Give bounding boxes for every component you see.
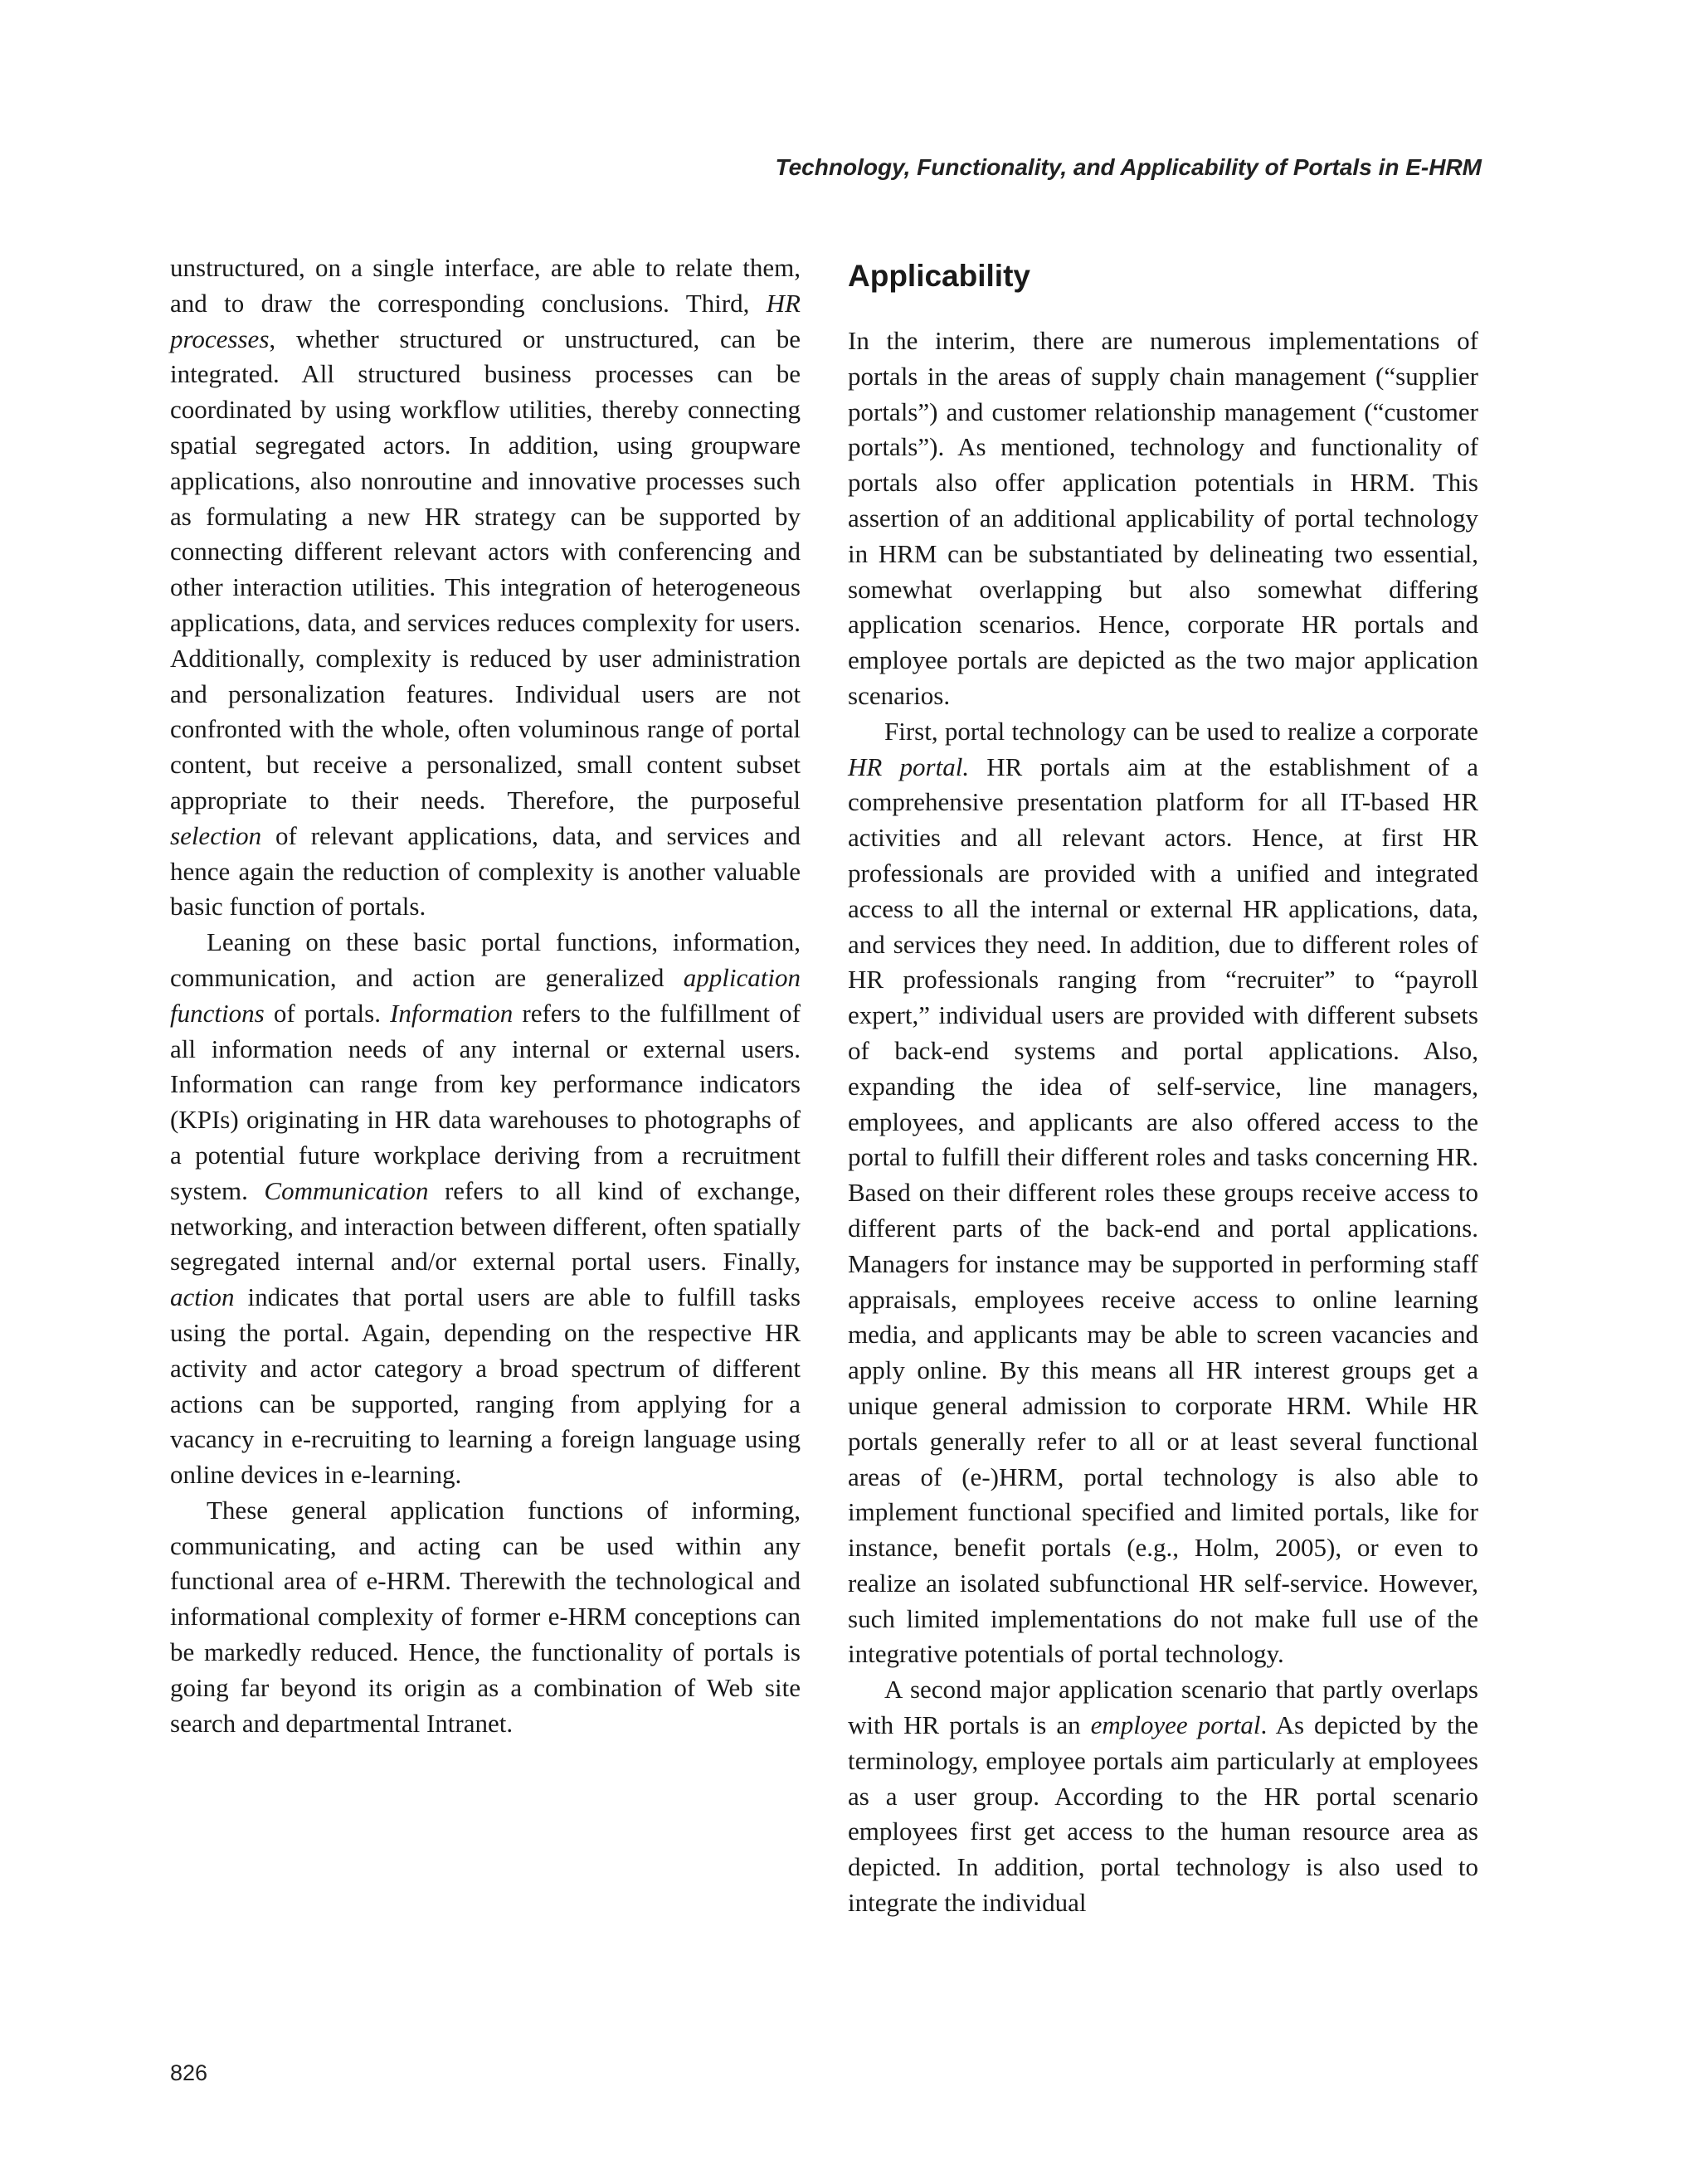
emphasis-hr-processes: HR processes — [170, 288, 801, 353]
section-heading-applicability: Applicability — [848, 259, 1030, 293]
emphasis-employee-portal: employee portal — [1090, 1710, 1261, 1740]
emphasis-communication: Communication — [264, 1175, 429, 1205]
right-paragraph-3: A second major application scenario that partly overlaps with HR portals is an employee portal. As depicted by the terminology, employee portals aim particularly at employees as a user group. According to the HR portal scenario employees first get access to the human resource area as depicted. In addition, portal technology is also used to integrate the individual — [848, 1675, 1478, 1918]
emphasis-information: Information — [390, 998, 514, 1028]
running-head: Technology, Functionality, and Applicability of Portals in E-HRM — [775, 154, 1482, 180]
emphasis-application-functions: application functions — [170, 962, 801, 1028]
emphasis-selection: selection — [170, 820, 262, 850]
left-paragraph-3: These general application functions of informing, communicating, and acting can be used within any functional area of e-HRM. Therewith the technological and informational complexity of former e-HRM conceptions can be markedly reduced. Hence, the functionality of portals is going far beyond its origin as a combination of Web site search and departmental Intranet. — [170, 1495, 801, 1738]
emphasis-hr-portal: HR portal. — [848, 752, 970, 781]
left-paragraph-1: unstructured, on a single interface, are able to relate them, and to draw the corresponding conclusions. Third, HR processes, whether structured or unstructured, can be integrated. All structured business processes can be coordinated by using workflow utilities, thereby connecting spatial segregated actors. In addition, using groupware applications, also nonroutine and innovative processes such as formulating a new HR strategy can be supported by connecting different relevant actors with conferencing and other interaction utilities. This integration of heterogeneous applications, data, and services reduces complexity for users. Additionally, complexity is reduced by user administration and personalization features. Individual users are not confronted with the whole, often voluminous range of portal content, but receive a personalized, small content subset appropriate to their needs. Therefore, the purposeful selection of relevant applications, data, and services and hence again the reduction of complexity is another valuable basic function of portals. — [170, 253, 801, 922]
right-column — [848, 251, 1478, 1921]
emphasis-action: action — [170, 1282, 235, 1312]
left-paragraph-2: Leaning on these basic portal functions, information, communication, and action are generalized application functions of portals. Information refers to the fulfillment of all information needs of any internal or external users. Information can range from key performance indicators (KPIs) originating in HR data warehouses to photographs of a potential future workplace deriving from a recruitment system. Communication refers to all kind of exchange, networking, and interaction between different, often spatially segregated internal and/or external portal users. Finally, action indicates that portal users are able to fulfill tasks using the portal. Again, depending on the respective HR activity and actor category a broad spectrum of different actions can be supported, ranging from applying for a vacancy in e-recruiting to learning a foreign language using online devices in e-learning. — [170, 927, 801, 1490]
page-number: 826 — [170, 2060, 208, 2085]
right-paragraph-1: In the interim, there are numerous implementations of portals in the areas of supply chain management (“supplier portals”) and customer relationship management (“customer portals”). As mentioned, technology and functionality of portals also offer application potentials in HRM. This assertion of an additional applicability of portal technology in HRM can be substantiated by delineating two essential, somewhat overlapping but also somewhat differing application scenarios. Hence, corporate HR portals and employee portals are depicted as the two major application scenarios. — [848, 326, 1478, 710]
right-paragraph-2: First, portal technology can be used to realize a corporate HR portal. HR portals aim at the establishment of a comprehensive presentation platform for all IT-based HR activities and all relevant actors. Hence, at first HR professionals are provided with a unified and integrated access to all the internal or external HR applications, data, and services they need. In addition, due to different roles of HR professionals ranging from “recruiter” to “payroll expert,” individual users are provided with different subsets of back-end systems and portal applications. Also, expanding the idea of self-service, line managers, employees, and applicants are also offered access to the portal to fulfill their different roles and tasks concerning HR. Based on their different roles these groups receive access to different parts of the back-end and portal applications. Managers for instance may be supported in performing staff appraisals, employees receive access to online learning media, and applicants may be able to screen vacancies and apply online. By this means all HR interest groups get a unique general admission to corporate HRM. While HR portals generally refer to all or at least several functional areas of (e-)HRM, portal technology is also able to implement functional specified and limited portals, like for instance, benefit portals (e.g., Holm, 2005), or even to realize an isolated subfunctional HR self-service. However, such limited implementations do not make full use of the integrative potentials of portal technology. — [848, 716, 1478, 1669]
left-column — [170, 251, 801, 1741]
